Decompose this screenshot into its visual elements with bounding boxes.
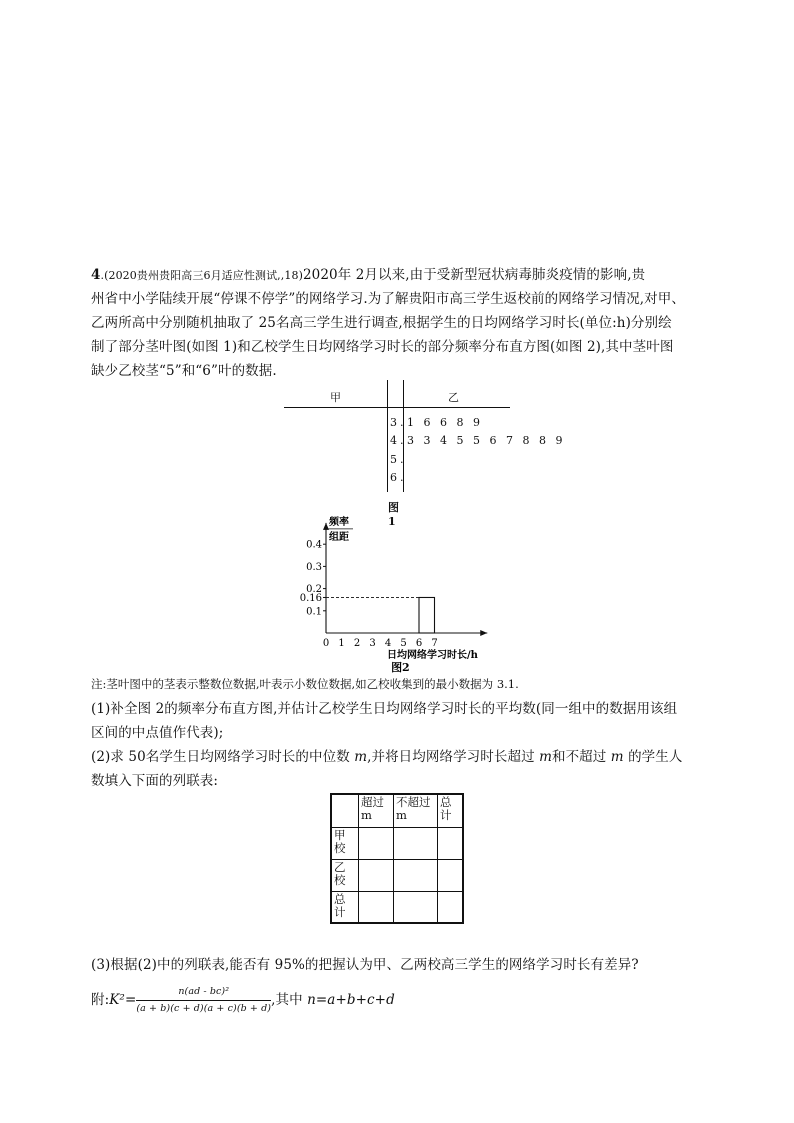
formula-suffix: ,其中 — [271, 992, 308, 1008]
problem-number: 4 — [91, 267, 101, 283]
formula-fraction — [136, 985, 271, 1016]
header-label: 不超过 m — [396, 795, 431, 822]
problem-line-2: 州省中小学陆续开展“停课不停学”的网络学习.为了解贵阳市高三学生返校前的网络学习情况,对甲、 — [91, 291, 685, 307]
histogram-bar — [419, 597, 435, 633]
table-cell — [394, 891, 438, 923]
problem-line-5: 缺少乙校茎“5”和“6”叶的数据. — [91, 363, 277, 379]
y-tick-label: 0.2 — [306, 584, 322, 596]
question-2-text-d: 的学生人 — [623, 749, 683, 765]
question-2-var-m: m — [539, 749, 552, 765]
question-3: (3)根据(2)中的列联表,能否有 95%的把握认为甲、乙两校高三学生的网络学习时长有差异? — [91, 957, 639, 973]
table-row-label-yi — [331, 859, 359, 891]
x-tick-label: 4 — [384, 638, 392, 649]
table-header-over-m — [359, 794, 394, 827]
figure2-caption: 图2 — [391, 661, 410, 674]
stem-leaf-right-leaves: 1 6 6 8 9 — [407, 416, 483, 429]
problem-line-4: 制了部分茎叶图(如图 1)和乙校学生日均网络学习时长的部分频率分布直方图(如图 2),其中茎叶图 — [91, 339, 674, 355]
question-2-text-a: (2)求 50名学生日均网络学习时长的中位数 — [91, 749, 355, 765]
table-row-label-total — [331, 891, 359, 923]
note: 注:茎叶图中的茎表示整数位数据,叶表示小数位数据,如乙校收集到的最小数据为 3.1. — [91, 677, 519, 691]
question-2-var-m: m — [354, 749, 368, 765]
problem-text-1: 2020年 2月以来,由于受新型冠状病毒肺炎疫情的影响,贵 — [302, 267, 646, 283]
row-label: 乙 校 — [334, 859, 346, 887]
x-tick-label: 2 — [353, 638, 361, 649]
row-label: 总 计 — [334, 891, 346, 919]
table-cell — [359, 859, 394, 891]
formula-numerator: n(ad - bc)² — [136, 985, 271, 1001]
y-tick-label: 0.1 — [306, 606, 322, 618]
question-2-text-b: ,并将日均网络学习时长超过 — [367, 749, 540, 765]
y-axis-label-top: 频率 — [329, 516, 349, 528]
x-tick-label: 3 — [369, 638, 376, 649]
stem-leaf-right-header: 乙 — [448, 391, 459, 404]
table-row-label-jia — [331, 827, 359, 859]
question-2-line-2: 数填入下面的列联表: — [91, 773, 219, 789]
y-tick-label: 0.16 — [299, 592, 322, 604]
table-cell — [438, 891, 464, 923]
y-axis-label-bottom: 组距 — [329, 531, 349, 543]
formula-prefix: 附: — [91, 992, 110, 1008]
stem-leaf-stem: 3. — [390, 416, 407, 429]
table-cell — [394, 827, 438, 859]
table-cell — [438, 827, 464, 859]
table-cell — [438, 859, 464, 891]
stem-leaf-left-header: 甲 — [330, 391, 341, 404]
x-axis-arrow — [480, 630, 487, 636]
x-tick-label: 6 — [415, 638, 423, 649]
x-tick-label: 5 — [400, 638, 407, 649]
formula-condition: n=a+b+c+d — [307, 992, 395, 1008]
question-2-line-1 — [91, 746, 682, 768]
table-header-total — [438, 794, 464, 827]
table-cell — [394, 859, 438, 891]
question-2-text-c: 和不超过 — [551, 749, 611, 765]
table-header-not-over-m — [394, 794, 438, 827]
formula-lhs: K²= — [109, 992, 137, 1008]
question-2-var-m: m — [610, 749, 624, 765]
stem-leaf-stem: 6. — [390, 471, 407, 484]
y-tick-label: 0.3 — [306, 561, 322, 573]
question-1-line-1: (1)补全图 2的频率分布直方图,并估计乙校学生日均网络学习时长的平均数(同一组中的数据用该组 — [91, 701, 678, 717]
problem-source: .(2020贵州贵阳高三6月适应性测试,,18) — [100, 269, 303, 282]
x-tick-label: 7 — [431, 638, 438, 649]
header-label: 超过 m — [361, 795, 384, 822]
x-tick-label: 0 — [322, 638, 330, 649]
header-label: 总 计 — [440, 795, 452, 822]
stem-leaf-right-leaves: 3 3 4 5 5 6 7 8 8 9 — [407, 434, 566, 447]
problem-line-3: 乙两所高中分别随机抽取了 25名高三学生进行调查,根据学生的日均网络学习时长(单位:h)分别绘 — [91, 315, 672, 331]
y-tick-label: 0.4 — [306, 539, 322, 551]
x-axis-label: 日均网络学习时长/h — [386, 650, 478, 661]
formula — [91, 985, 395, 1016]
stem-leaf-stem: 5. — [390, 453, 407, 466]
table-cell — [359, 891, 394, 923]
contingency-table — [330, 793, 464, 924]
formula-denominator: (a + b)(c + d)(a + c)(b + d) — [136, 1003, 272, 1014]
row-label: 甲 校 — [334, 827, 346, 855]
x-tick-label: 1 — [338, 638, 345, 649]
question-1-line-2: 区间的中点值作代表); — [91, 725, 224, 741]
stem-leaf-stem: 4. — [390, 434, 407, 447]
table-cell — [359, 827, 394, 859]
table-corner-cell — [331, 794, 359, 827]
figure1-caption: 图1 — [388, 501, 399, 528]
